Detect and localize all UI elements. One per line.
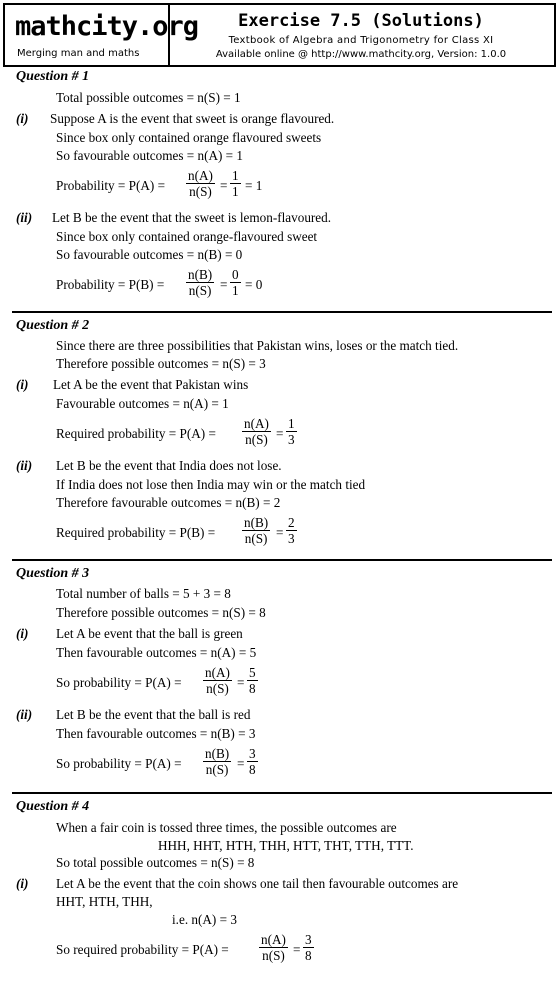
numerator: 1	[232, 168, 239, 183]
q1-ii-result: = 0	[245, 277, 263, 292]
q4-i-prob-lhs: So required probability = P(A) =	[56, 942, 229, 957]
q3-i-line1: Let A be event that the ball is green	[56, 626, 243, 641]
q1-ii-line2: Since box only contained orange-flavoured sweet	[56, 229, 318, 244]
q4-i-line1: Let A be the event that the coin shows one tail then favourable outcomes are	[56, 876, 459, 891]
q3-line2: Therefore possible outcomes = n(S) = 8	[56, 605, 266, 620]
q1-i-result: = 1	[245, 178, 263, 193]
q1-ii-fraction-1	[186, 267, 214, 298]
q3-i-fraction-1	[203, 665, 232, 696]
q2-ii-fraction-1	[242, 515, 270, 546]
denominator: 3	[288, 432, 295, 447]
q2-ii-label: (ii)	[16, 458, 33, 473]
q1-i-label: (i)	[16, 111, 29, 126]
q2-line2: Therefore possible outcomes = n(S) = 3	[56, 356, 266, 371]
q1-i-line1: Suppose A is the event that sweet is orange flavoured.	[50, 111, 335, 126]
denominator: n(S)	[205, 762, 229, 777]
q3-heading: Question # 3	[16, 566, 90, 581]
denominator: 1	[232, 283, 239, 298]
q2-i-line2: Favourable outcomes = n(A) = 1	[56, 396, 229, 411]
section-divider	[12, 792, 552, 794]
q2-ii-line1: Let B be the event that India does not lose.	[56, 458, 282, 473]
q1-i-prob-lhs: Probability = P(A) =	[56, 178, 166, 193]
q2-ii-equals: =	[276, 525, 284, 540]
q1-i-fraction-1	[186, 168, 215, 199]
numerator: n(A)	[261, 932, 286, 947]
q1-ii-line1: Let B be the event that the sweet is lemon-flavoured.	[52, 210, 332, 225]
q1-i-equals: =	[220, 178, 228, 193]
numerator: 5	[249, 665, 256, 680]
q2-i-fraction-2	[286, 416, 297, 447]
q2-ii-line3: Therefore favourable outcomes = n(B) = 2	[56, 495, 281, 510]
numerator: 1	[288, 416, 295, 431]
q4-i-fraction-1	[259, 932, 288, 963]
textbook-subtitle: Textbook of Algebra and Trigonometry for Class XI	[228, 35, 494, 46]
logo-box	[5, 5, 199, 65]
q2-i-equals: =	[276, 426, 284, 441]
site-logo: mathcity.org	[15, 11, 199, 42]
numerator: n(B)	[188, 267, 213, 282]
denominator: 3	[288, 531, 295, 546]
numerator: n(A)	[188, 168, 213, 183]
q1-heading: Question # 1	[16, 69, 90, 84]
numerator: 3	[305, 932, 312, 947]
q4-i-fraction-2	[303, 932, 314, 963]
site-tagline: Merging man and maths	[17, 48, 140, 59]
q3-ii-fraction-1	[203, 746, 231, 777]
denominator: 1	[232, 184, 239, 199]
section-divider	[12, 311, 552, 313]
q3-ii-fraction-2	[247, 746, 258, 777]
numerator: 3	[249, 746, 256, 761]
q2-i-line1: Let A be the event that Pakistan wins	[53, 377, 249, 392]
q1-ii-prob-lhs: Probability = P(B) =	[56, 277, 165, 292]
q3-i-label: (i)	[16, 626, 29, 641]
q4-line1: When a fair coin is tossed three times, the possible outcomes are	[56, 820, 397, 835]
q2-heading: Question # 2	[16, 318, 90, 333]
denominator: 8	[249, 762, 256, 777]
denominator: n(S)	[262, 948, 285, 963]
q3-ii-line2: Then favourable outcomes = n(B) = 3	[56, 726, 256, 741]
q1-ii-equals: =	[220, 277, 228, 292]
q3-ii-equals: =	[237, 756, 245, 771]
q1-ii-label: (ii)	[16, 210, 33, 225]
denominator: 8	[249, 681, 256, 696]
q3-ii-line1: Let B be the event that the ball is red	[56, 707, 251, 722]
q2-ii-prob-lhs: Required probability = P(B) =	[56, 525, 216, 540]
q3-ii-label: (ii)	[16, 707, 33, 722]
q3-i-line2: Then favourable outcomes = n(A) = 5	[56, 645, 257, 660]
section-divider	[12, 559, 552, 561]
q1-total: Total possible outcomes = n(S) = 1	[56, 90, 241, 105]
q4-outcomes-list: HHH, HHT, HTH, THH, HTT, THT, TTH, TTT.	[158, 838, 414, 853]
exercise-title: Exercise 7.5 (Solutions)	[238, 11, 484, 31]
q4-i-line3: i.e. n(A) = 3	[172, 912, 237, 927]
availability-note: Available online @ http://www.mathcity.org, Version: 1.0.0	[215, 49, 507, 60]
denominator: n(S)	[245, 432, 268, 447]
q1-ii-fraction-2	[230, 267, 241, 298]
numerator: n(B)	[205, 746, 230, 761]
q2-i-prob-lhs: Required probability = P(A) =	[56, 426, 216, 441]
q3-i-equals: =	[237, 675, 245, 690]
q4-i-line2: HHT, HTH, THH,	[56, 894, 153, 909]
q4-line3: So total possible outcomes = n(S) = 8	[56, 855, 255, 870]
q2-ii-line2: If India does not lose then India may win or the match tied	[56, 477, 366, 492]
q3-ii-prob-lhs: So probability = P(A) =	[56, 756, 182, 771]
denominator: n(S)	[206, 681, 229, 696]
q2-ii-fraction-2	[286, 515, 297, 546]
q4-heading: Question # 4	[16, 799, 90, 814]
q1-ii-line3: So favourable outcomes = n(B) = 0	[56, 247, 243, 262]
q3-i-prob-lhs: So probability = P(A) =	[56, 675, 182, 690]
numerator: 0	[232, 267, 239, 282]
denominator: 8	[305, 948, 312, 963]
denominator: n(S)	[189, 184, 212, 199]
q3-i-fraction-2	[247, 665, 258, 696]
page-header	[3, 3, 556, 67]
numerator: n(A)	[244, 416, 269, 431]
q4-i-label: (i)	[16, 876, 29, 891]
numerator: 2	[288, 515, 295, 530]
q2-i-fraction-1	[242, 416, 271, 447]
q1-i-line3: So favourable outcomes = n(A) = 1	[56, 148, 244, 163]
q2-i-label: (i)	[16, 377, 29, 392]
numerator: n(A)	[205, 665, 230, 680]
numerator: n(B)	[244, 515, 269, 530]
q1-i-fraction-2	[230, 168, 241, 199]
denominator: n(S)	[244, 531, 268, 546]
q1-i-line2: Since box only contained orange flavoured sweets	[56, 130, 322, 145]
q2-line1: Since there are three possibilities that Pakistan wins, loses or the match tied.	[56, 338, 459, 353]
q4-i-equals: =	[293, 942, 301, 957]
denominator: n(S)	[188, 283, 212, 298]
q3-line1: Total number of balls = 5 + 3 = 8	[56, 586, 231, 601]
